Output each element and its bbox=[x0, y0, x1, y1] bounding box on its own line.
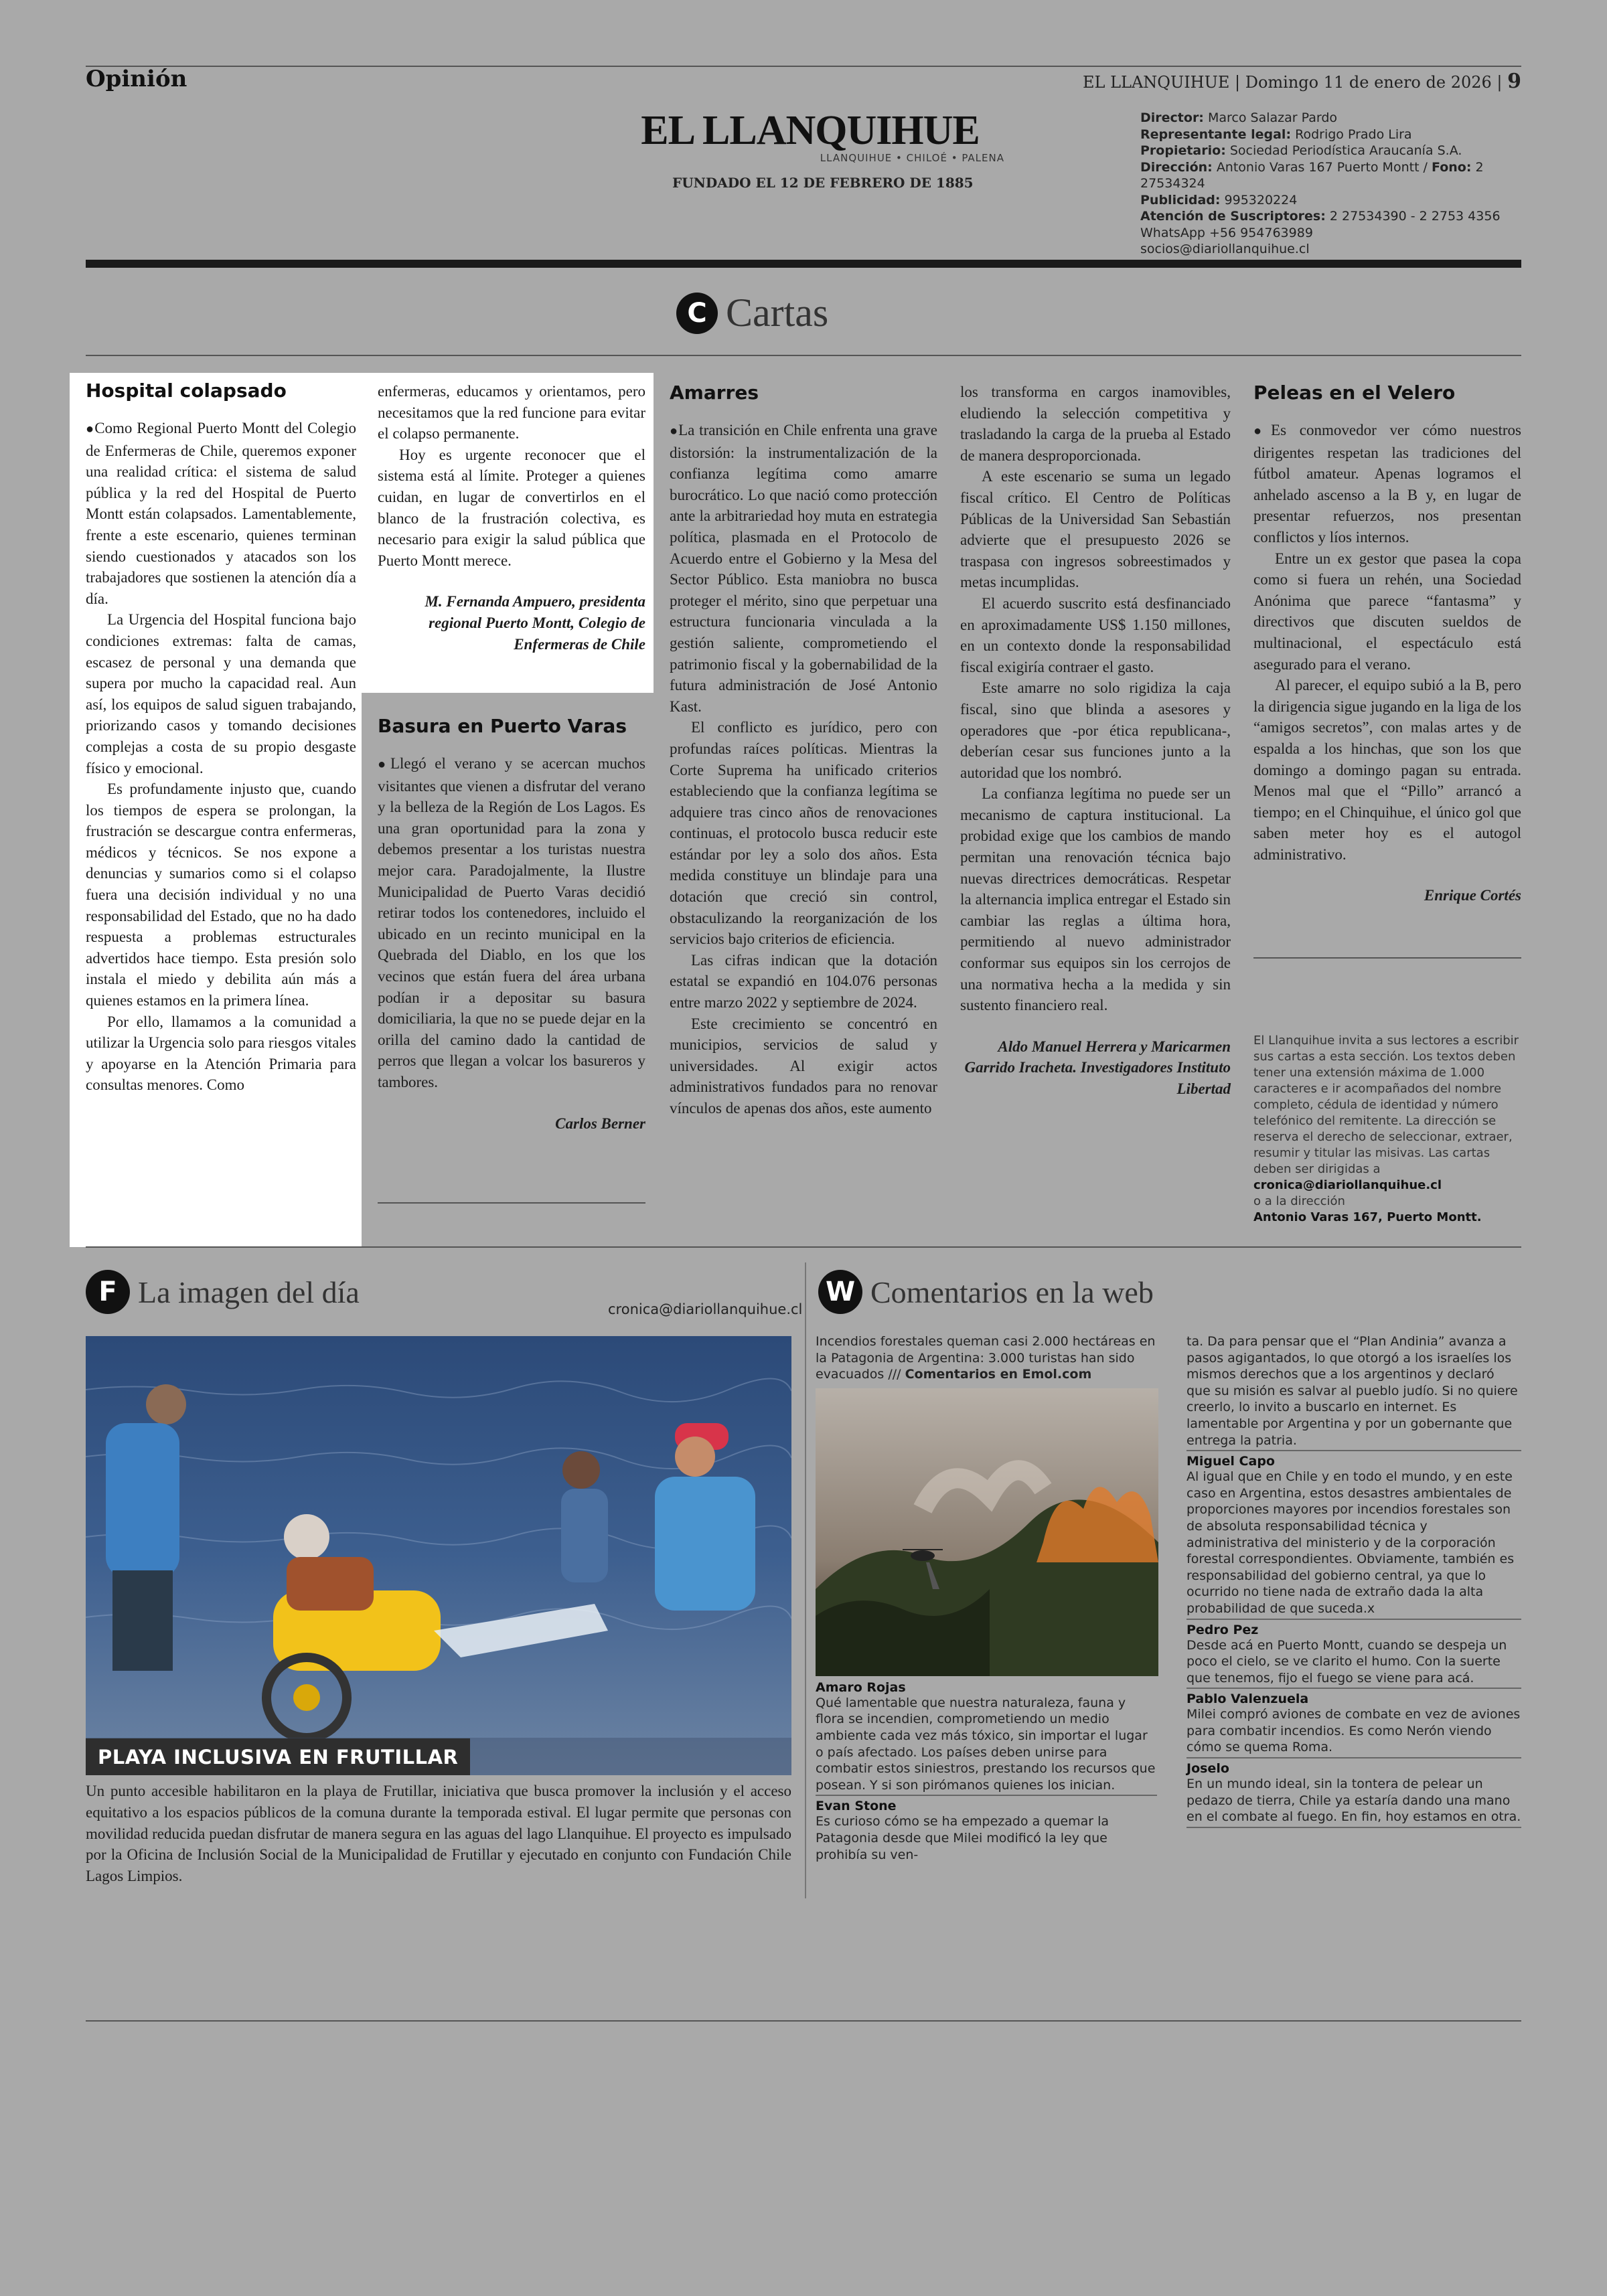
mid-rule bbox=[86, 1246, 1521, 1248]
photo-playa bbox=[86, 1336, 791, 1775]
letter-headline: Peleas en el Velero bbox=[1253, 382, 1456, 404]
masthead bbox=[603, 107, 1018, 191]
letter-paragraph: ● Llegó el verano y se acercan muchos visitantes que vienen a disfrutar del verano y la belleza de la Región de Los Lagos. Es una gran oportunidad para la zona y debemos presentar a los turistas nuestra mejor cara. Paradojalmente, la Ilustre Municipalidad de Puerto Varas decidió retirar todos los contenedores, incluido el ubicado en un recinto municipal en la Quebrada del Diablo, en los que los vecinos que están fuera del área urbana podían ir a depositar su basura domiciliaria, la que no se puede dejar en la orilla del camino dado la cantidad de perros que llegan a volcar los basureros y tambores. bbox=[378, 753, 645, 1093]
letter-paragraph: Es profundamente injusto que, cuando los tiempos de espera se prolongan, la frustración se descargue contra enfermeras, médicos y técnicos. Se nos expone a denuncias y sumarios como si el colapso fuera una decisión individual y no una responsabilidad del Estado, que no ha dado respuesta a problemas estructurales advertidos hace tiempo. Esta presión solo instala el miedo y debilita aún más a quienes estamos en la primera línea. bbox=[86, 781, 356, 1009]
letter-paragraph: Este crecimiento se concentró en municipios, servicios de salud y universidades. Al exigir actos administrativos fundados para no renovar vínculos de apenas dos años, este aumento bbox=[670, 1015, 937, 1117]
letter-paragraph: El conflicto es jurídico, pero con profundas raíces políticas. Mientras la Corte Suprema ha unificado criterios estableciendo que la confianza legítima se adquiere tras cinco años de renovaciones continuas, el protocolo busca reducir este estándar por ley a solo dos años. Esta medida constituye un blindaje para una dotación que creció sin control, obstaculizando la reorganización de los servicios bajo criterios de eficiencia. bbox=[670, 719, 937, 948]
comment-text: Desde acá en Puerto Montt, cuando se despeja un poco el cielo, se ve clarito el humo. Con la suerte que tenemos, fijo el fuego se viene para acá. bbox=[1187, 1637, 1507, 1686]
letter-signature: M. Fernanda Ampuero, presidenta regional Puerto Montt, Colegio de Enfermeras de Chile bbox=[425, 593, 645, 653]
web-lead bbox=[816, 1333, 1157, 1383]
comment bbox=[1187, 1454, 1521, 1617]
brand-logo: EL LLANQUIHUE bbox=[641, 108, 980, 153]
letter-paragraph: Este amarre no solo rigidiza la caja fiscal, sino que blinda a asesores y operadores que -por ética republicana-, deberían cesar sus funciones junto a la autoridad que los nombró. bbox=[960, 679, 1231, 781]
cartas-rule bbox=[86, 355, 1521, 356]
basura-end-rule bbox=[378, 1202, 645, 1204]
letter-hospital-col bbox=[70, 373, 362, 1247]
web-lead-text: Incendios forestales queman casi 2.000 hectáreas en la Patagonia de Argentina: 3.000 turistas han sido evacuados /// bbox=[816, 1334, 1156, 1382]
staff-line: socios@diariollanquihue.cl bbox=[1140, 242, 1310, 256]
cartas-section-title bbox=[676, 290, 828, 336]
comment-author: Miguel Capo bbox=[1187, 1454, 1275, 1469]
letter-paragraph: Entre un ex gestor que pasea la copa como si fuera un rehén, una Sociedad Anónima que parece “fantasma” y directivos que discuten sueldos de multinacional, el espectáculo está asegurado para el verano. bbox=[1253, 550, 1521, 673]
web-title: Comentarios en la web bbox=[870, 1275, 1154, 1309]
letter-paragraph: El acuerdo suscrito está desfinanciado en aproximadamente US$ 1.150 millones, en un contexto donde la responsabilidad fiscal exigiría contraer el gasto. bbox=[960, 594, 1231, 675]
letter-paragraph: Hoy es urgente reconocer que el sistema está al límite. Proteger a quienes cuidan, en lugar de convertirlos en el blanco de la frustración colectiva, es necesario para exigir la salud pública que Puerto Montt merece. bbox=[378, 446, 645, 569]
comment-text: Milei compró aviones de combate en vez de aviones para combatir incendios. Es como Nerón viendo cómo se quema Roma. bbox=[1187, 1707, 1521, 1755]
section-label: Opinión bbox=[86, 66, 187, 92]
letter-amarres-continuation bbox=[960, 382, 1231, 1100]
fire-photo-illustration bbox=[816, 1388, 1158, 1676]
comment-divider bbox=[1187, 1619, 1521, 1620]
imagen-title: La imagen del día bbox=[138, 1275, 360, 1309]
comment bbox=[1187, 1761, 1521, 1825]
letter-paragraph: La Urgencia del Hospital funciona bajo condiciones extremas: falta de camas, escasez de personal y una demanda que supera por mucho la capacidad real. Aun así, los equipos de salud siguen trabajando, priorizando casos y tomando decisiones complejas a costa de su propio desgaste físico y emocional. bbox=[86, 611, 356, 776]
page-number: 9 bbox=[1507, 70, 1521, 93]
comment-text: En un mundo ideal, sin la tontera de pelear un pedazo de tierra, Chile ya estaría dando una mano en el combate al fuego. En fin, hoy estamos en otra. bbox=[1187, 1777, 1521, 1825]
staff-line: Atención de Suscriptores: 2 27534390 - 2 2753 4356 bbox=[1140, 209, 1501, 224]
notice-text: El Llanquihue invita a sus lectores a escribir sus cartas a esta sección. Los textos deben tener una extensión máxima de 1.000 caracteres e ir acompañados del nombre completo, cédula de identidad y número telefónico del remitente. La dirección se reserva el derecho de seleccionar, extraer, resumir y titular las misivas. Las cartas deben ser dirigidas a bbox=[1253, 1034, 1519, 1176]
staff-box bbox=[1140, 110, 1542, 258]
photo-incendio bbox=[816, 1388, 1158, 1676]
cartas-title: Cartas bbox=[726, 291, 829, 335]
comment-divider bbox=[1187, 1688, 1521, 1689]
web-section-title bbox=[818, 1270, 1154, 1314]
letter-headline: Hospital colapsado bbox=[86, 380, 287, 402]
photo-caption-bar bbox=[86, 1738, 470, 1775]
folio bbox=[1083, 70, 1521, 93]
notice-address: Antonio Varas 167, Puerto Montt. bbox=[1253, 1210, 1482, 1224]
bottom-divider bbox=[805, 1262, 806, 1898]
comment-divider bbox=[1187, 1450, 1521, 1451]
letter-paragraph: La confianza legítima no puede ser un mecanismo de captura institucional. La probidad exige que los cambios de mando permitan una renovación técnica bajo nuevas directrices democráticas. Respetar la alternancia implica entregar el Estado sin cambiar las reglas a última hora, permitiendo al nuevo administrador conformar sus equipos sin los cerrojos de una normativa hecha a la medida y sin sustento financiero real. bbox=[960, 785, 1231, 1014]
velero-end-rule bbox=[1253, 957, 1521, 959]
imagen-f-icon: F bbox=[86, 1270, 130, 1314]
letter-paragraph: ● Como Regional Puerto Montt del Colegio de Enfermeras de Chile, queremos exponer una realidad crítica: el sistema de salud pública y la red del Hospital de Puerto Montt están colapsados. Lamentablemente, frente a este escenario, quienes terminan siendo cuestionados y atacados son los trabajadores que sostienen la atención día a día. bbox=[86, 418, 356, 609]
founded-line: FUNDADO EL 12 DE FEBRERO DE 1885 bbox=[672, 175, 974, 191]
comment-author: Amaro Rojas bbox=[816, 1679, 906, 1695]
letter-headline: Amarres bbox=[670, 382, 759, 404]
comment-author: Pablo Valenzuela bbox=[1187, 1692, 1309, 1707]
comment-divider bbox=[1187, 1827, 1521, 1828]
comment-text: Qué lamentable que nuestra naturaleza, fauna y flora se incendien, comprometiendo un medio ambiente cada vez más tóxico, sin importar el lugar o país afectado. Los países deben unirse para combatir estos siniestros, prestando los recursos que posean. Y si son pirómanos quienes los inician. bbox=[816, 1695, 1156, 1793]
letter-signature: Carlos Berner bbox=[555, 1115, 645, 1132]
staff-line: Representante legal: Rodrigo Prado Lira bbox=[1140, 127, 1412, 142]
comment-author: Pedro Pez bbox=[1187, 1622, 1259, 1637]
letter-paragraph: Las cifras indican que la dotación estatal se expandió en 104.076 personas entre marzo 2022 y septiembre de 2024. bbox=[670, 951, 937, 1011]
notice-mid: o a la dirección bbox=[1253, 1194, 1345, 1208]
comment bbox=[1187, 1623, 1521, 1687]
web-w-icon: W bbox=[818, 1270, 862, 1314]
imagen-section-title bbox=[86, 1270, 360, 1314]
letter-amarres-col bbox=[670, 382, 937, 1119]
letter-paragraph: A este escenario se suma un legado fiscal crítico. El Centro de Políticas Públicas de la Universidad San Sebastián advierte que el presupuesto 2026 se traspasa con ingresos sobreestimados y metas incumplidas. bbox=[960, 468, 1231, 591]
comment-divider bbox=[816, 1795, 1157, 1796]
letter-velero-col bbox=[1253, 382, 1521, 906]
comment-text: Es curioso cómo se ha empezado a quemar la Patagonia desde que Milei modificó la ley que prohibía su ven- bbox=[816, 1814, 1109, 1862]
folio-text: EL LLANQUIHUE | Domingo 11 de enero de 2026 | bbox=[1083, 73, 1503, 92]
letter-hospital-continuation bbox=[362, 373, 654, 693]
comment-text: Al igual que en Chile y en todo el mundo, y en este caso en Argentina, estos desastres ambientales de proporciones mayores por incendios forestales son de absoluta responsabilidad técnica y administrativa del ministerio y de la corporación forestal correspondientes. Obviamente, también es responsabilidad del gobierno central, ya que lo ocurrido no tiene nada de extraño dada la alta probabilidad de que suceda.x bbox=[1187, 1469, 1515, 1616]
letter-paragraph: ● La transición en Chile enfrenta una grave distorsión: la instrumentalización de la confianza legítima como amarre burocrático. Lo que nació como protección ante la arbitrariedad hoy muta en estrategia política, plasmada en el Protocolo de Acuerdo entre el Gobierno y la Mesa del Sector Público. Esta maniobra no busca proteger el mérito, sino que perpetuar una estructura funcionaria vinculada a la gestión saliente, comprometiendo el patrimonio fiscal y la gobernabilidad de la futura administración de José Antonio Kast. bbox=[670, 420, 937, 717]
letter-paragraph: Al parecer, el equipo subió a la B, pero la dirigencia sigue jugando en la liga de los “amigos secretos”, con malas artes y de espalda a los hinchas, que son los que domingo a domingo pagan su entrada. Menos mal que el “Pillo” arrancó a tiempo; en el Chinquihue, el único gol que saben meter hoy es el autogol administrativo. bbox=[1253, 677, 1521, 863]
letter-basura-col bbox=[378, 715, 645, 1134]
web-left-col bbox=[816, 1333, 1157, 1863]
letter-signature: Enrique Cortés bbox=[1424, 887, 1521, 904]
letter-headline: Basura en Puerto Varas bbox=[378, 715, 627, 737]
comment bbox=[1187, 1692, 1521, 1756]
comment-text: ta. Da para pensar que el “Plan Andinia” avanza a pasos agigantados, lo que otorgó a los israelíes los mismos derechos que a los argentinos y declaró que su misión es salvar al pueblo judío. Si no quiere creerlo, lo invito a buscarlo en internet. Es lamentable por Argentina y por un gobernante que entrega la patria. bbox=[1187, 1334, 1518, 1448]
letter-signature: Aldo Manuel Herrera y Maricarmen Garrido Iracheta. Investigadores Instituto Libertad bbox=[964, 1038, 1231, 1097]
header-thick-rule bbox=[86, 260, 1521, 268]
staff-line: Publicidad: 995320224 bbox=[1140, 192, 1298, 208]
letter-paragraph: enfermeras, educamos y orientamos, pero necesitamos que la red funcione para evitar el colapso permanente. bbox=[378, 383, 645, 442]
footer-rule bbox=[86, 2020, 1521, 2022]
comment-divider bbox=[1187, 1757, 1521, 1758]
comment-author: Joselo bbox=[1187, 1761, 1229, 1777]
top-rule bbox=[86, 66, 1521, 67]
brand-subtitle: LLANQUIHUE • CHILOÉ • PALENA bbox=[820, 152, 1004, 164]
staff-line: WhatsApp +56 954763989 bbox=[1140, 225, 1313, 240]
photo-caption: PLAYA INCLUSIVA EN FRUTILLAR bbox=[98, 1745, 459, 1769]
cartas-c-icon: C bbox=[676, 293, 718, 334]
imagen-email[interactable]: cronica@diariollanquihue.cl bbox=[608, 1301, 803, 1317]
staff-line: Propietario: Sociedad Periodística Araucanía S.A. bbox=[1140, 143, 1462, 158]
comment bbox=[816, 1799, 1157, 1863]
staff-line: Director: Marco Salazar Pardo bbox=[1140, 110, 1338, 125]
web-lead-source[interactable]: Comentarios en Emol.com bbox=[905, 1367, 1092, 1382]
letters-notice bbox=[1253, 1033, 1521, 1226]
comment bbox=[816, 1680, 1157, 1794]
staff-line: Dirección: Antonio Varas 167 Puerto Montt / Fono: 2 27534324 bbox=[1140, 159, 1484, 191]
letter-paragraph: Por ello, llamamos a la comunidad a utilizar la Urgencia solo para riesgos vitales y apoyarse en la Atención Primaria para consultas menores. Como bbox=[86, 1013, 356, 1094]
letter-paragraph: ● Es conmovedor ver cómo nuestros dirigentes respetan las tradiciones del fútbol amateur. Apenas logramos el anhelado ascenso a la B y, en lugar de presentar refuerzos, nos presentan conflictos y líos internos. bbox=[1253, 420, 1521, 548]
web-right-col bbox=[1187, 1333, 1521, 1831]
letter-paragraph: los transforma en cargos inamovibles, eludiendo la selección competitiva y trasladando la carga de la prueba al Estado de manera desproporcionada. bbox=[960, 384, 1231, 464]
photo-illustration bbox=[86, 1336, 791, 1775]
comment-author: Evan Stone bbox=[816, 1799, 897, 1814]
notice-email[interactable]: cronica@diariollanquihue.cl bbox=[1253, 1178, 1442, 1192]
imagen-text: Un punto accesible habilitaron en la playa de Frutillar, iniciativa que busca promover la inclusión y el acceso equitativo a los espacios públicos de la comuna durante la temporada estival. El lugar permite que personas con movilidad reducida puedan disfrutar de manera segura en las aguas del lago Llanquihue. El proyecto es impulsado por la Oficina de Inclusión Social de la Municipalidad de Frutillar y ejecutado en conjunto con Fundación Chile Lagos Limpios. bbox=[86, 1783, 791, 1885]
